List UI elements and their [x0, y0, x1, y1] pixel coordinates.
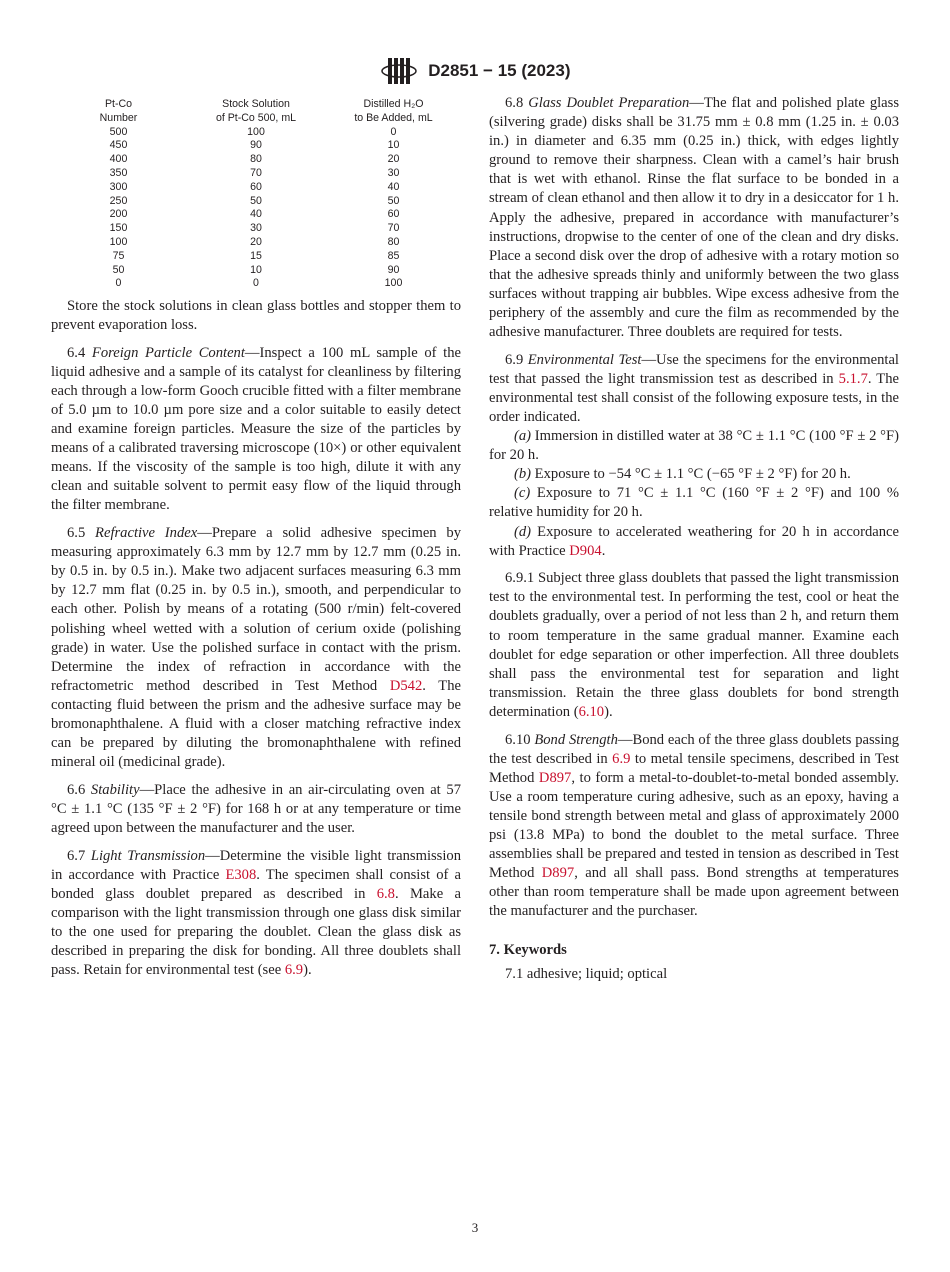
paragraph-text: Exposure to 71 °C ± 1.1 °C (160 °F ± 2 °F) and 100 % relative humidity for 20 h.: [489, 485, 899, 521]
table-cell: 50: [112, 263, 125, 276]
paragraph-title: (c): [514, 485, 531, 502]
page-number: 3: [471, 1220, 479, 1235]
cross-reference-link[interactable]: D897: [538, 769, 572, 786]
paragraph: [489, 94, 899, 342]
table-cell: 100: [109, 235, 128, 248]
paragraph-text: —Place the adhesive in an air-circulating oven at 57 °C ± 1.1 °C (135 °F ± 2 °F) for 168 h or at any temperature or time agreed upon between the manufacturer and the user.: [51, 781, 461, 836]
paragraph-text: Immersion in distilled water at 38 °C ± 1.1 °C (100 °F ± 2 °F) for 20 h.: [489, 428, 899, 464]
paragraph-text: , to form a metal-to-doublet-to-metal bonded assembly. Use a room temperature curing adhesive, such as an epoxy, having a tensile bond strength between metal and glass of approximately 2000 psi (13.8 MPa) to bond the doublet to the metal surface. Three assemblies shall be prepared and tested in tension as described in Test Method: [489, 769, 899, 882]
table-cell: 350: [109, 166, 128, 179]
paragraph-text: . The specimen shall consist of a bonded glass doublet prepared as described in: [51, 866, 461, 902]
table-cell: 50: [250, 194, 262, 207]
cross-reference-link[interactable]: 5.1.7: [838, 370, 868, 387]
paragraph-text: . The environmental test shall consist of the following exposure tests, in the order indicated.: [489, 370, 899, 425]
paragraph-text: —Inspect a 100 mL sample of the liquid adhesive and a sample of its catalyst for cleanliness by filtering each through a low-form Gooch crucible fitted with a filter membrane of 5.0 µm to 10.0 µm pore size and a color suitable to easily detect and examine foreign particles. Measure the size of the particles by means of a calibrated traversing microscope (10×) or other equivalent means. If the viscosity of the sample is too high, dilute it with any clean and suitable solvent to permit easy flow of the liquid through the filter membrane.: [51, 344, 462, 514]
table-cell: 0: [115, 277, 122, 290]
paragraph-text: 6.7: [67, 847, 91, 864]
paragraph-text: 6.4: [67, 344, 92, 361]
paragraph-text: —Use the specimens for the environmental test that passed the light transmission test as described in: [489, 351, 899, 387]
table-row: [51, 153, 461, 167]
paragraph-text: ).: [303, 962, 312, 979]
page-header: [0, 56, 950, 86]
paragraph-text: Store the stock solutions in clean glass bottles and stopper them to prevent evaporation loss.: [51, 298, 461, 334]
paragraph-text: to metal tensile specimens, described in Test Method: [489, 750, 899, 786]
paragraph-title: Bond Strength: [534, 731, 618, 748]
table-header-row: [51, 98, 461, 126]
cross-reference-link[interactable]: 6.8: [376, 885, 395, 902]
paragraph: [489, 569, 899, 722]
paragraph: [489, 484, 899, 522]
cross-reference-link[interactable]: D542: [389, 677, 423, 694]
table-row: [51, 222, 461, 236]
paragraph-text: . Make a comparison with the light transmission through one glass disk similar to the one used for preparing the doublet. Clean the glass disk as described in preparing the disk for bonding. All three doublets shall pass. Retain for environmental test (see: [51, 885, 461, 979]
table-cell: 100: [247, 125, 265, 138]
table-cell: 10: [250, 263, 262, 276]
paragraph-title: Refractive Index: [95, 525, 198, 542]
paragraph: [51, 297, 461, 335]
table-row: [51, 126, 461, 140]
paragraph-text: —Determine the visible light transmission in accordance with Practice: [51, 847, 462, 883]
paragraph-text: —The flat and polished plate glass (silvering grade) disks shall be 31.75 mm ± 0.8 mm (1.25 in. ± 0.03 in.) in diameter and 6.35 mm (0.25 in.) thick, with edges lightly ground to remove their sharpness. Clean with a camel’s hair brush that is wet with ethanol. Rinse the flat surface to be bonded in a stream of clean ethanol and then allow it to dry in a desiccator for 1 h. Apply the adhesive, prepared in accordance with manufacturer’s instructions, dropwise to the center of one of the clean and dry disks. Place a second disk over the drop of adhesive with a rotary motion so that the adhesive spreads thinly and uniformly between the two glass surfaces without trapping air bubbles. Wipe excess adhesive from the periphery of the assembly and cure the film as recommended by the adhesive manufacturer. Three doublets are required for tests.: [489, 95, 900, 341]
paragraph-title: (d): [514, 523, 532, 540]
table-row: [51, 264, 461, 278]
paragraph: [51, 847, 461, 981]
document-designation: D2851 − 15 (2023): [428, 61, 571, 80]
paragraph-text: 6.10: [505, 731, 535, 748]
paragraph-text: 6.6: [67, 781, 91, 798]
table-cell: 80: [387, 235, 400, 248]
paragraph-title: Environmental Test: [527, 351, 642, 368]
paragraph-text: 6.9: [505, 351, 528, 368]
paragraph-text: Exposure to −54 °C ± 1.1 °C (−65 °F ± 2 °F) for 20 h.: [531, 466, 851, 483]
table-cell: 0: [253, 277, 259, 290]
cross-reference-link[interactable]: E308: [225, 866, 257, 883]
left-column: [51, 297, 461, 989]
table-cell: 150: [109, 222, 128, 235]
table-cell: 30: [250, 222, 262, 235]
paragraph: [489, 523, 899, 561]
cross-reference-link[interactable]: 6.9: [284, 962, 304, 979]
paragraph-text: . The contacting fluid between the prism and the adhesive surface may be bromonaphthalene. A fluid with a closer matching refractive index can be prepared by diluting the bromonaphthalene with refined mineral oil (medicinal grade).: [51, 677, 461, 771]
table-cell: 70: [250, 166, 262, 179]
header-distilled-water: Distilled H₂O to Be Added, mL: [354, 98, 433, 124]
cross-reference-link[interactable]: D897: [541, 865, 575, 882]
table-cell: 30: [387, 166, 400, 179]
table-cell: 200: [109, 208, 128, 221]
table-row: [51, 181, 461, 195]
paragraph-text: 6.8: [505, 95, 529, 111]
paragraph: [51, 344, 461, 516]
paragraph-title: Glass Doublet Preparation: [528, 95, 690, 111]
table-cell: 80: [250, 153, 262, 166]
table-cell: 0: [390, 125, 397, 138]
table-cell: 40: [250, 208, 262, 221]
cross-reference-link[interactable]: D904: [569, 542, 602, 559]
paragraph-title: Light Transmission: [90, 847, 206, 864]
table-row: [51, 277, 461, 291]
keywords-paragraph: 7.1 adhesive; liquid; optical: [505, 965, 668, 982]
paragraph-text: .: [601, 542, 606, 559]
table-row: [51, 195, 461, 209]
cross-reference-link[interactable]: 6.10: [578, 703, 605, 720]
paragraph-text: , and all shall pass. Bond strengths at temperatures other than room temperature shall be made upon agreement between the manufacturer and the purchaser.: [489, 865, 899, 920]
table-cell: 450: [109, 139, 128, 152]
paragraph: [489, 465, 899, 484]
paragraph-text: 6.5: [67, 525, 96, 542]
header-stock-solution: Stock Solution of Pt-Co 500, mL: [215, 98, 297, 124]
paragraph-title: (a): [514, 428, 532, 445]
table-cell: 250: [109, 194, 128, 207]
pt-co-dilution-table: [51, 98, 461, 291]
table-row: [51, 139, 461, 153]
paragraph: [489, 427, 899, 465]
table-cell: 85: [387, 249, 400, 262]
paragraph-text: Exposure to accelerated weathering for 20 h in accordance with Practice: [489, 523, 899, 559]
paragraph: [489, 351, 899, 427]
paragraph-text: 6.9.1 Subject three glass doublets that passed the light transmission test to the environmental test. In performing the test, cool or heat the doublets gradually, over a period of not less than 2 h, and return them to room temperature in the same gradual manner. Examine each doublet for edge separation or other imperfection. All three doublets shall pass the environmental test for separation and light transmission. Retain the three glass doublets for bond strength determination (: [489, 570, 899, 720]
paragraph: [489, 731, 899, 922]
table-cell: 60: [250, 180, 262, 193]
table-cell: 90: [387, 263, 400, 276]
table-row: [51, 208, 461, 222]
paragraph-text: —Bond each of the three glass doublets passing the test described in: [489, 731, 900, 767]
table-cell: 20: [250, 235, 262, 248]
table-cell: 400: [109, 153, 128, 166]
table-row: [51, 167, 461, 181]
table-cell: 20: [387, 153, 400, 166]
table-row: [51, 250, 461, 264]
table-cell: 90: [250, 139, 262, 152]
table-cell: 300: [109, 180, 128, 193]
paragraph-text: ).: [604, 703, 613, 720]
table-cell: 500: [109, 125, 128, 138]
paragraph: [51, 781, 461, 838]
cross-reference-link[interactable]: 6.9: [612, 750, 631, 767]
table-cell: 40: [387, 180, 400, 193]
header-pt-co-number: Pt-Co Number: [99, 98, 138, 124]
paragraph-title: Stability: [90, 781, 140, 798]
paragraph-title: Foreign Particle Content: [91, 344, 245, 361]
table-cell: 70: [387, 222, 400, 235]
astm-logo-icon: [380, 56, 418, 86]
paragraph: [51, 524, 461, 772]
paragraph-text: —Prepare a solid adhesive specimen by measuring approximately 6.3 mm by 12.7 mm by 12.7 mm (0.25 in. by 0.5 in. by 0.5 in.). Make two adjacent surfaces measuring 6.3 mm by 12.7 mm flat (0.25 in. by 0.5 in.), smooth, and perpendicular to each other. Polish by means of a rotating (500 r/min) felt-covered polishing wheel wetted with a solution of cerium oxide (polishing grade) in water. Use the polished surface in contact with the prism. Determine the index of refraction in accordance with the refractometric method described in Test Method: [51, 525, 461, 694]
table-cell: 50: [387, 194, 400, 207]
table-cell: 15: [250, 249, 262, 262]
table-row: [51, 236, 461, 250]
table-cell: 75: [112, 249, 125, 262]
table-cell: 60: [387, 208, 400, 221]
section-heading-keywords: 7. Keywords: [489, 942, 567, 959]
table-cell: 10: [387, 139, 400, 152]
right-column: [489, 94, 899, 992]
paragraph-title: (b): [514, 466, 532, 483]
table-cell: 100: [384, 277, 403, 290]
